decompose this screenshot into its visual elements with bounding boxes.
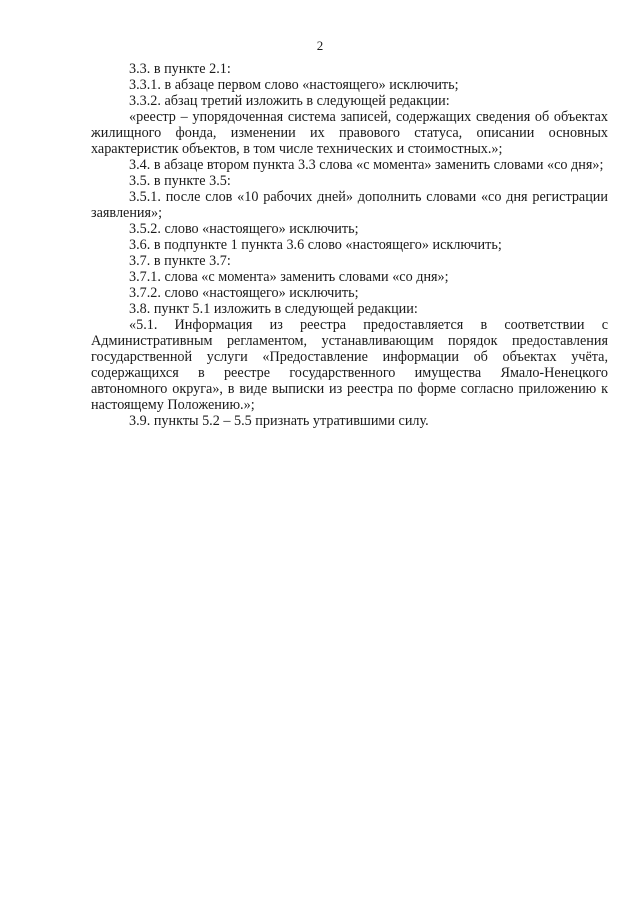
paragraph: 3.7. в пункте 3.7: bbox=[129, 253, 231, 269]
paragraph: 3.4. в абзаце втором пункта 3.3 слова «с момента» заменить словами «со дня»; bbox=[129, 157, 604, 173]
paragraph: 3.7.1. слова «с момента» заменить словами «со дня»; bbox=[129, 269, 449, 285]
paragraph: 3.5.1. после слов «10 рабочих дней» дополнить словами «со дня регистрации заявления»; bbox=[91, 189, 608, 221]
paragraph: 3.6. в подпункте 1 пункта 3.6 слово «настоящего» исключить; bbox=[129, 237, 502, 253]
paragraph: 3.9. пункты 5.2 – 5.5 признать утратившими силу. bbox=[129, 413, 429, 429]
paragraph: 3.5. в пункте 3.5: bbox=[129, 173, 231, 189]
paragraph: 3.3.1. в абзаце первом слово «настоящего» исключить; bbox=[129, 77, 459, 93]
paragraph: 3.8. пункт 5.1 изложить в следующей редакции: bbox=[129, 301, 418, 317]
paragraph: 3.5.2. слово «настоящего» исключить; bbox=[129, 221, 359, 237]
paragraph: 3.3.2. абзац третий изложить в следующей редакции: bbox=[129, 93, 450, 109]
paragraph: 3.7.2. слово «настоящего» исключить; bbox=[129, 285, 359, 301]
document-body bbox=[91, 61, 608, 429]
paragraph: 3.3. в пункте 2.1: bbox=[129, 61, 231, 77]
page-number: 2 bbox=[316, 38, 324, 53]
paragraph: «реестр – упорядоченная система записей, содержащих сведения об объектах жилищного фонда, изменении их правового статуса, описании основных характеристик объектов, в том числе технических и стоимостных.»; bbox=[91, 109, 608, 157]
paragraph: «5.1. Информация из реестра предоставляется в соответствии с Административным регламентом, устанавливающим порядок предоставления государственной услуги «Предоставление информации об объектах учёта, содержащихся в реестре государственного имущества Ямало-Ненецкого автономного округа», в виде выписки из реестра по форме согласно приложению к настоящему Положению.»; bbox=[91, 317, 608, 413]
